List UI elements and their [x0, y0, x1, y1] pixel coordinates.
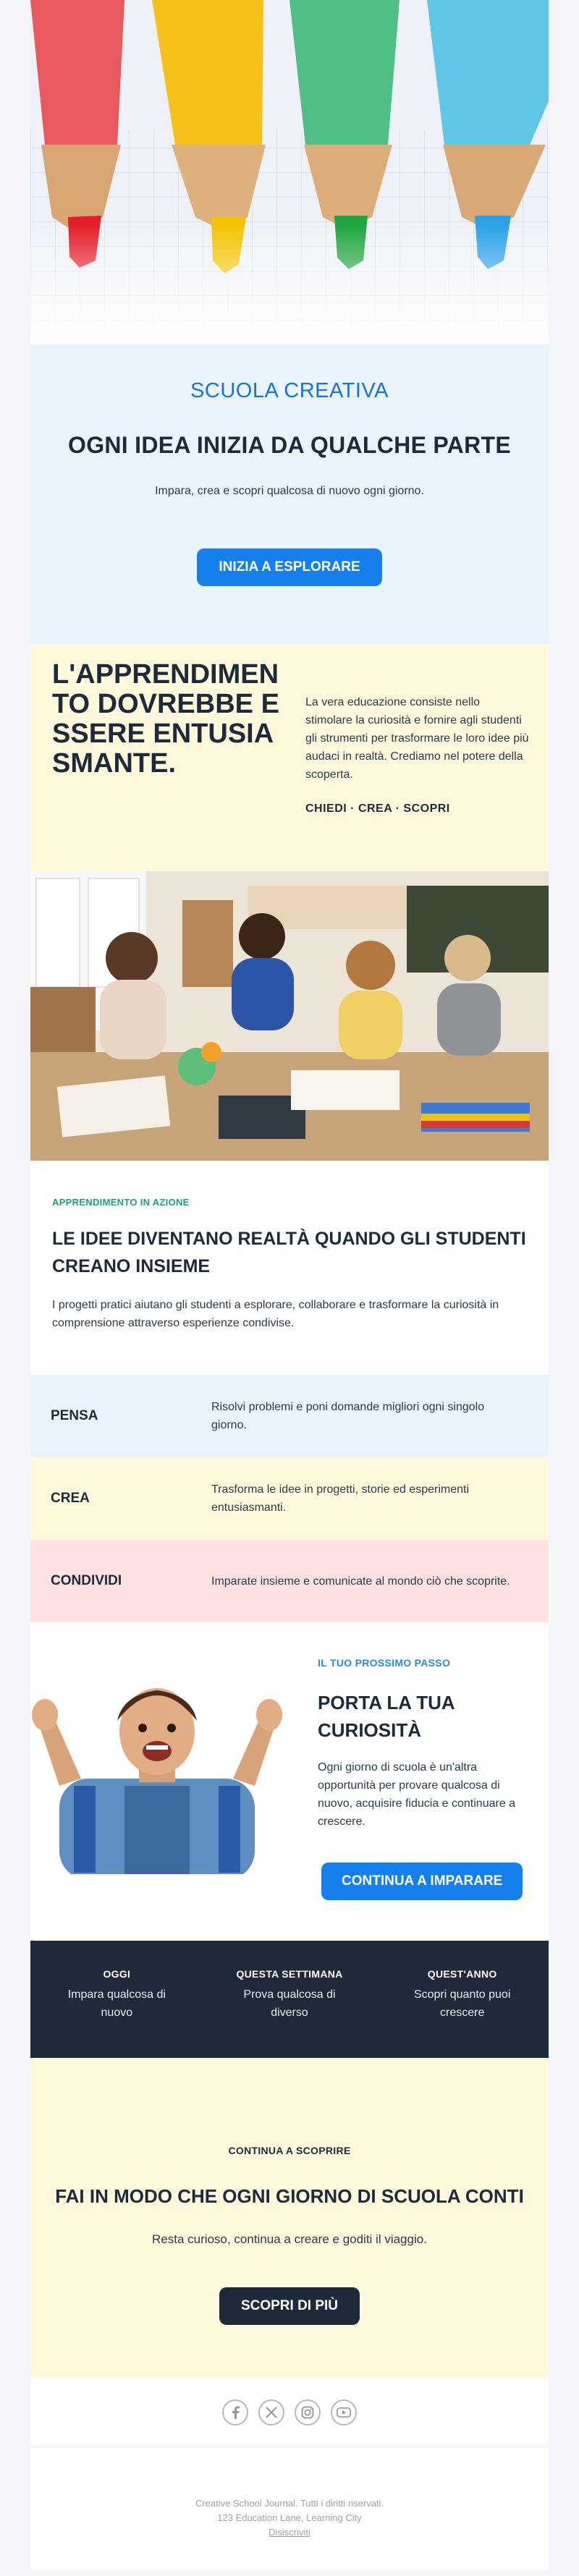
pillar-label: PENSA [51, 1408, 98, 1423]
action-section [30, 1161, 549, 1375]
action-headline: LE IDEE DIVENTANO REALTÀ QUANDO GLI STUDENTI CREANO INSIEME [52, 1229, 526, 1276]
enthusiasm-headline: L'APPRENDIMENTO DOVREBBE ESSERE ENTUSIASMANTE. [52, 659, 279, 779]
social-links [30, 2378, 549, 2447]
timeline-title: QUESTA SETTIMANA [236, 1968, 343, 1980]
timeline-title: QUEST'ANNO [427, 1968, 497, 1980]
pillar-text: Trasforma le idee in progetti, storie ed esperimenti entusiasmanti. [211, 1483, 470, 1514]
classroom-image [30, 871, 549, 1161]
hero-pencils-image [30, 0, 549, 344]
next-headline: PORTA LA TUA CURIOSITÀ [318, 1692, 455, 1741]
instagram-icon[interactable] [295, 2399, 321, 2425]
discover-more-button[interactable]: SCOPRI DI PIÙ [219, 2287, 360, 2325]
enthusiasm-section [30, 644, 549, 871]
timeline-text: Prova qualcosa di diverso [243, 1988, 336, 2019]
start-exploring-button[interactable]: INIZIA A ESPLORARE [197, 548, 381, 586]
next-step-section [30, 1622, 549, 1941]
footer [30, 2447, 549, 2570]
brand-name: SCUOLA CREATIVA [190, 379, 389, 402]
pillar-row-think [30, 1375, 549, 1457]
footer-copyright: Creative School Journal. Tutti i diritti riservati. [195, 2498, 384, 2509]
action-kicker: APPRENDIMENTO IN AZIONE [52, 1197, 190, 1208]
enthusiasm-text: La vera educazione consiste nello stimolare la curiosità e fornire agli studenti gli strumenti per trasformare le loro idee più audaci in realtà. Crediamo nel potere della scoperta. [305, 696, 529, 781]
cta-text: Resta curioso, continua a creare e goditi il viaggio. [152, 2232, 427, 2246]
pillar-text: Risolvi problemi e poni domande migliori ogni singolo giorno. [211, 1401, 485, 1431]
intro-headline: OGNI IDEA INIZIA DA QUALCHE PARTE [68, 432, 511, 458]
footer-address: 123 Education Lane, Learning City [217, 2512, 362, 2523]
cta-section [30, 2058, 549, 2378]
intro-section [30, 344, 549, 644]
newsletter [30, 0, 549, 2570]
unsubscribe-link[interactable]: Disiscriviti [269, 2527, 310, 2538]
facebook-icon[interactable] [222, 2399, 248, 2425]
intro-text: Impara, crea e scopri qualcosa di nuovo ogni giorno. [155, 485, 424, 497]
pillar-text: Imparate insieme e comunicate al mondo ciò che scoprite. [211, 1575, 510, 1588]
next-text: Ogni giorno di scuola è un'altra opportunità per provare qualcosa di nuovo, acquisire fiducia e continuare a crescere. [318, 1761, 516, 1828]
cta-kicker: CONTINUA A SCOPRIRE [228, 2145, 351, 2156]
pillar-label: CREA [51, 1491, 90, 1506]
timeline-item-today [30, 1968, 203, 2058]
next-kicker: IL TUO PROSSIMO PASSO [318, 1657, 451, 1669]
timeline-text: Scopri quanto puoi crescere [413, 1988, 511, 2019]
enthusiasm-tagline: CHIEDI · CREA · SCOPRI [305, 802, 450, 815]
excited-student-image [30, 1677, 284, 1874]
timeline-title: OGGI [103, 1968, 131, 1980]
timeline-item-year [376, 1968, 549, 2058]
timeline-band [30, 1941, 549, 2058]
youtube-icon[interactable] [331, 2399, 357, 2425]
cta-headline: FAI IN MODO CHE OGNI GIORNO DI SCUOLA CONTI [55, 2185, 524, 2207]
pillar-row-share [30, 1540, 549, 1622]
action-text: I progetti pratici aiutano gli studenti a esplorare, collaborare e trasformare la curiosità in comprensione attraverso esperienze condivise. [52, 1299, 499, 1329]
timeline-text: Impara qualcosa di nuovo [67, 1988, 166, 2019]
pillar-row-create [30, 1457, 549, 1540]
pillar-label: CONDIVIDI [51, 1573, 122, 1588]
x-icon[interactable] [258, 2399, 284, 2425]
continue-learning-button[interactable]: CONTINUA A IMPARARE [321, 1863, 523, 1900]
timeline-item-week [203, 1968, 376, 2058]
